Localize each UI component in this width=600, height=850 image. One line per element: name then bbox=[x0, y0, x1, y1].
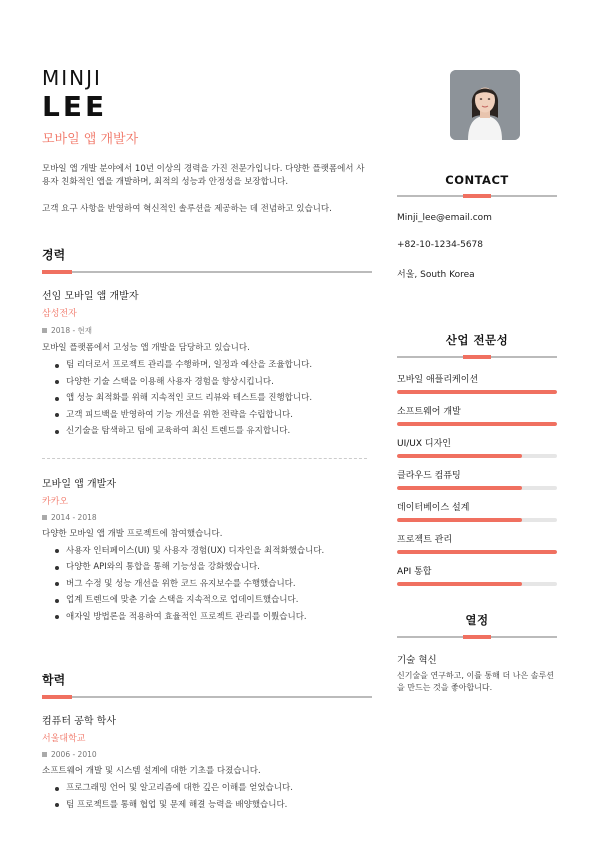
passion-heading: 열정 bbox=[465, 613, 489, 627]
first-name: MINJI bbox=[42, 66, 102, 90]
profile-photo-illustration bbox=[450, 70, 520, 140]
entry-title: 컴퓨터 공학 학사 bbox=[42, 716, 116, 727]
bullet-item: 프로그래밍 언어 및 알고리즘에 대한 깊은 이해를 얻었습니다. bbox=[42, 780, 372, 797]
skill-name: API 통합 bbox=[397, 567, 432, 577]
entry-dates-text: 2014 - 2018 bbox=[51, 512, 97, 522]
summary bbox=[42, 163, 372, 216]
skill-level-fill bbox=[397, 454, 522, 458]
entry-title: 모바일 앱 개발자 bbox=[42, 478, 116, 490]
section-divider bbox=[397, 195, 557, 197]
entry-dates bbox=[42, 513, 372, 522]
experience-heading: 경력 bbox=[42, 248, 66, 262]
summary-paragraph: 모바일 앱 개발 분야에서 10년 이상의 경력을 가진 전문가입니다. 다양한 플랫폼에서 사용자 친화적인 앱을 개발하며, 최적의 성능과 안정성을 보장합니다. bbox=[42, 164, 365, 187]
skill-level-fill bbox=[397, 518, 522, 522]
bullet-item: 사용자 인터페이스(UI) 및 사용자 경험(UX) 디자인을 최적화했습니다. bbox=[42, 543, 372, 560]
bullet-item: 고객 피드백을 반영하여 기능 개선을 위한 전략을 수립합니다. bbox=[42, 407, 372, 424]
contact-location: 서울, South Korea bbox=[397, 270, 475, 280]
skills-heading: 산업 전문성 bbox=[445, 333, 509, 347]
skills-section bbox=[397, 332, 557, 596]
skill-level-fill bbox=[397, 486, 522, 490]
skill-level-fill bbox=[397, 550, 557, 554]
bullet-item: 다양한 API와의 통합을 통해 기능성을 강화했습니다. bbox=[42, 559, 372, 576]
entry-dates-text: 2018 - 현재 bbox=[51, 326, 93, 335]
skill-level-bar bbox=[397, 390, 557, 394]
section-divider bbox=[397, 356, 557, 358]
skills-list bbox=[397, 372, 557, 586]
bullet-item: 팀 리더로서 프로젝트 관리를 수행하며, 일정과 예산을 조율합니다. bbox=[42, 357, 372, 374]
skill-name: 프로젝트 관리 bbox=[397, 535, 453, 545]
entry-organization: 카카오 bbox=[42, 496, 69, 507]
skill-name: 모바일 애플리케이션 bbox=[397, 375, 479, 385]
entry-dates bbox=[42, 750, 372, 759]
skill-level-fill bbox=[397, 422, 557, 426]
skill-name: UI/UX 디자인 bbox=[397, 439, 451, 449]
experience-section bbox=[42, 246, 372, 625]
skill-level-fill bbox=[397, 582, 522, 586]
bullet-item: 앱 성능 최적화를 위해 지속적인 코드 리뷰와 테스트를 진행합니다. bbox=[42, 390, 372, 407]
skill-name: 클라우드 컴퓨팅 bbox=[397, 471, 461, 481]
passion-section bbox=[397, 612, 557, 694]
education-heading: 학력 bbox=[42, 673, 66, 687]
bullet-item: 팀 프로젝트를 통해 협업 및 문제 해결 능력을 배양했습니다. bbox=[42, 797, 372, 814]
contact-heading: CONTACT bbox=[445, 173, 509, 187]
entry-organization: 서울대학교 bbox=[42, 734, 86, 744]
bullet-item: 버그 수정 및 성능 개선을 위한 코드 유지보수를 수행했습니다. bbox=[42, 576, 372, 593]
bullet-item: 애자일 방법론을 적용하여 효율적인 프로젝트 관리를 이뤘습니다. bbox=[42, 609, 372, 626]
skill-name: 데이터베이스 설계 bbox=[397, 503, 470, 513]
entry-description: 모바일 플랫폼에서 고성능 앱 개발을 담당하고 있습니다. bbox=[42, 343, 250, 353]
profile-photo bbox=[450, 70, 520, 140]
education-section bbox=[42, 671, 372, 813]
entry-dates bbox=[42, 325, 372, 336]
entry-bullets bbox=[42, 543, 372, 626]
entry-description: 소프트웨어 개발 및 시스템 설계에 대한 기초를 다졌습니다. bbox=[42, 766, 261, 776]
section-divider bbox=[42, 696, 372, 698]
summary-paragraph: 고객 요구 사항을 반영하여 혁신적인 솔루션을 제공하는 데 전념하고 있습니다. bbox=[42, 204, 332, 214]
skill-level-bar bbox=[397, 454, 557, 458]
section-divider bbox=[42, 271, 372, 273]
skill-level-bar bbox=[397, 518, 557, 522]
contact-phone[interactable]: +82-10-1234-5678 bbox=[397, 240, 483, 250]
contact-email[interactable]: Minji_lee@email.com bbox=[397, 213, 492, 223]
experience-entry bbox=[42, 287, 372, 440]
entry-bullets bbox=[42, 780, 372, 813]
entry-dates-text: 2006 - 2010 bbox=[51, 750, 97, 759]
education-entry bbox=[42, 712, 372, 813]
entry-bullets bbox=[42, 357, 372, 440]
bullet-item: 다양한 기술 스택을 이용해 사용자 경험을 향상시킵니다. bbox=[42, 374, 372, 391]
skill-level-bar bbox=[397, 422, 557, 426]
passion-description: 신기술을 연구하고, 이를 통해 더 나은 솔루션을 만드는 것을 좋아합니다. bbox=[397, 671, 554, 692]
skill-level-bar bbox=[397, 582, 557, 586]
job-title: 모바일 앱 개발자 bbox=[42, 132, 139, 147]
calendar-icon bbox=[42, 752, 47, 757]
last-name: LEE bbox=[42, 90, 108, 123]
calendar-icon bbox=[42, 328, 47, 333]
section-divider bbox=[397, 636, 557, 638]
contact-section bbox=[397, 173, 557, 280]
experience-entry bbox=[42, 475, 372, 626]
skill-level-fill bbox=[397, 390, 557, 394]
bullet-item: 신기술을 탐색하고 팀에 교육하여 최신 트렌드를 유지합니다. bbox=[42, 423, 372, 440]
skill-level-bar bbox=[397, 550, 557, 554]
skill-level-bar bbox=[397, 486, 557, 490]
entry-title: 선임 모바일 앱 개발자 bbox=[42, 291, 139, 302]
calendar-icon bbox=[42, 515, 47, 520]
passion-name: 기술 혁신 bbox=[397, 655, 437, 666]
main-column bbox=[42, 163, 372, 813]
entry-organization: 삼성전자 bbox=[42, 309, 77, 319]
entry-divider bbox=[42, 458, 367, 459]
bullet-item: 업계 트렌드에 맞춘 기술 스택을 지속적으로 업데이트했습니다. bbox=[42, 592, 372, 609]
skill-name: 소프트웨어 개발 bbox=[397, 407, 461, 417]
entry-description: 다양한 모바일 앱 개발 프로젝트에 참여했습니다. bbox=[42, 528, 223, 539]
